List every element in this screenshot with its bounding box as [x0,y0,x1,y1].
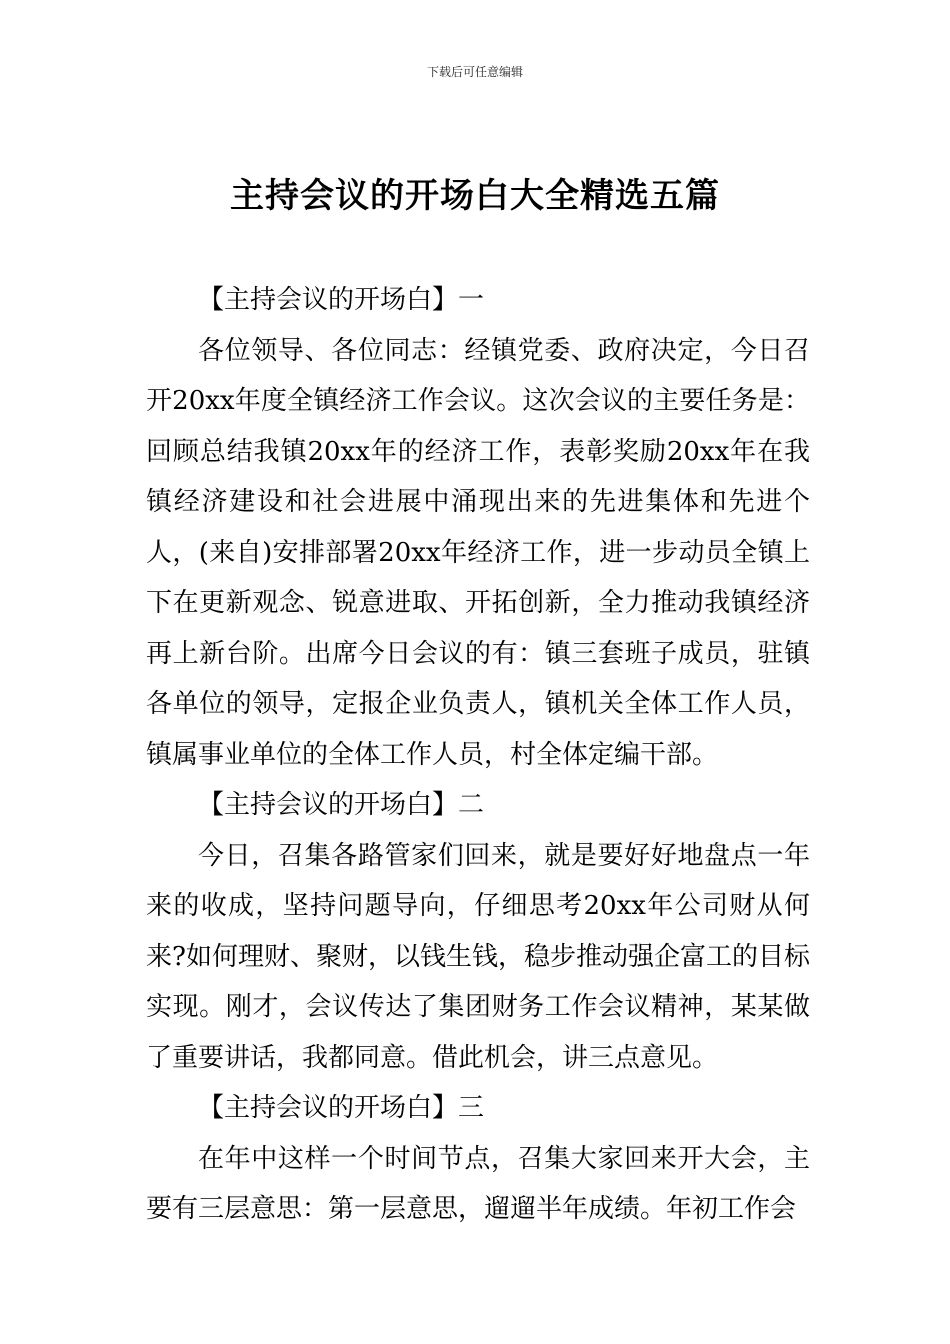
paragraph-3: 在年中这样一个时间节点，召集大家回来开大会，主要有三层意思：第一层意思，遛遛半年成绩。年初工作会 [146,1143,810,1224]
paragraph-2: 今日，召集各路管家们回来，就是要好好地盘点一年来的收成，坚持问题导向，仔细思考20xx年公司财从何来?如何理财、聚财，以钱生钱，稳步推动强企富工的目标实现。刚才，会议传达了集团财务工作会议精神，某某做了重要讲话，我都同意。借此机会，讲三点意见。 [146,840,810,1073]
header-note: 下载后可任意编辑 [426,65,523,79]
paragraph-1: 各位领导、各位同志：经镇党委、政府决定，今日召开20xx年度全镇经济工作会议。这次会议的主要任务是：回顾总结我镇20xx年的经济工作，表彰奖励20xx年在我镇经济建设和社会进展中涌现出来的先进集体和先进个人，(来自)安排部署20xx年经济工作，进一步动员全镇上下在更新观念、锐意进取、开拓创新，全力推动我镇经济再上新台阶。出席今日会议的有：镇三套班子成员，驻镇各单位的领导，定报企业负责人，镇机关全体工作人员，镇属事业单位的全体工作人员，村全体定编干部。 [146,335,810,770]
section-heading-1: 【主持会议的开场白】一 [198,285,485,315]
section-heading-2: 【主持会议的开场白】二 [198,790,485,820]
section-heading-3: 【主持会议的开场白】三 [198,1093,485,1123]
document-body [146,275,810,1235]
document-title: 主持会议的开场白大全精选五篇 [230,176,720,216]
